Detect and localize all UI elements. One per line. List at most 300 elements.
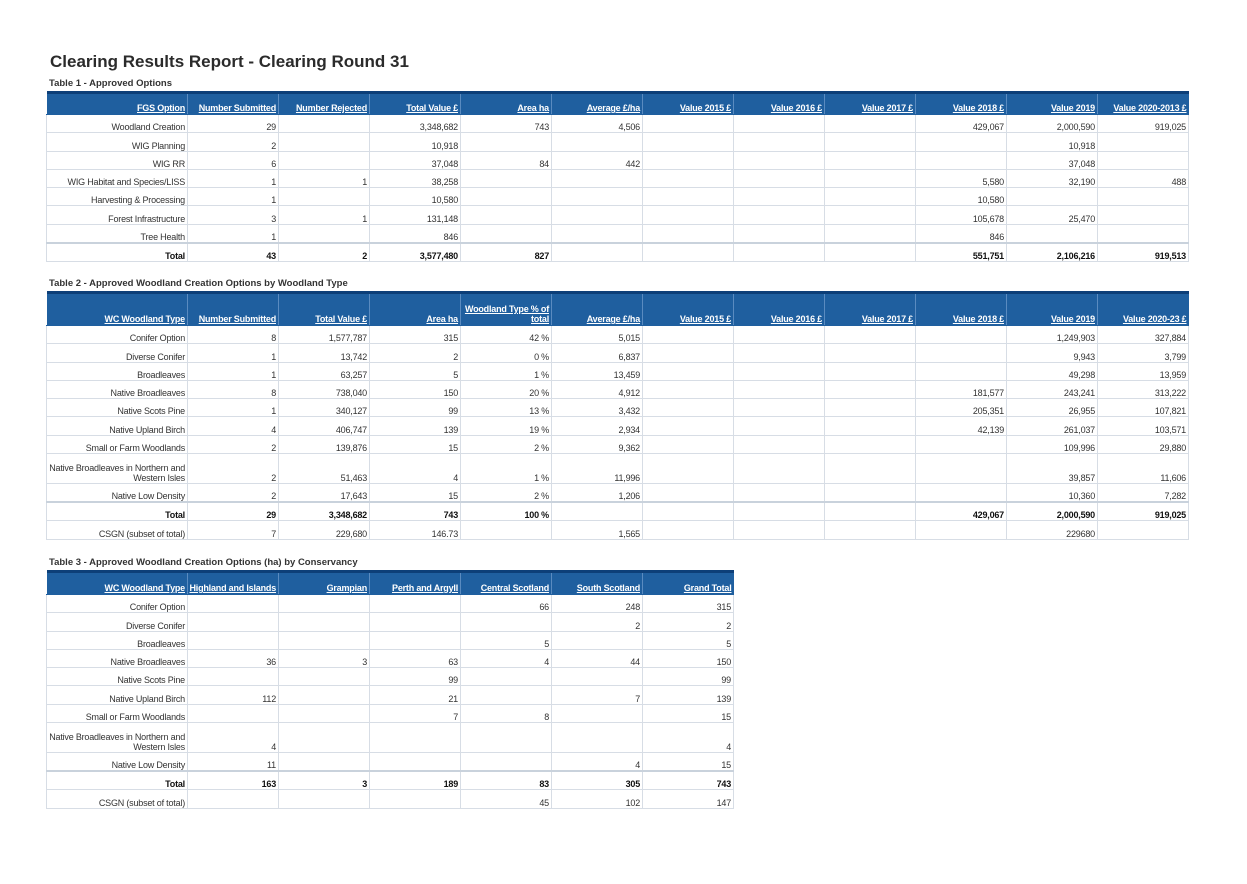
row-label: WIG Habitat and Species/LISS bbox=[47, 169, 188, 187]
cell-value-2015 bbox=[643, 502, 734, 521]
cell-grampian bbox=[279, 704, 370, 722]
row-label: Native Broadleaves bbox=[47, 649, 188, 667]
table-row bbox=[47, 613, 734, 631]
row-label: Small or Farm Woodlands bbox=[47, 704, 188, 722]
cell-woodland-type-of-total: 1 % bbox=[461, 454, 552, 484]
row-label: Native Broadleaves in Northern and Western Isles bbox=[47, 723, 188, 753]
table-row bbox=[47, 686, 734, 704]
table-row bbox=[47, 753, 734, 771]
cell-value-2019: 10,918 bbox=[1007, 133, 1098, 151]
cell-central-scotland: 66 bbox=[461, 595, 552, 613]
cell-average-ha bbox=[552, 169, 643, 187]
cell-value-2017 bbox=[825, 417, 916, 435]
cell-value-2015 bbox=[643, 243, 734, 262]
cell-number-rejected bbox=[279, 133, 370, 151]
cell-value-2018: 551,751 bbox=[916, 243, 1007, 262]
cell-central-scotland: 45 bbox=[461, 790, 552, 808]
cell-value-2019: 10,360 bbox=[1007, 484, 1098, 502]
cell-value-2016 bbox=[734, 454, 825, 484]
cell-total-value: 13,742 bbox=[279, 344, 370, 362]
row-label: Native Upland Birch bbox=[47, 417, 188, 435]
cell-south-scotland: 102 bbox=[552, 790, 643, 808]
cell-value-2017 bbox=[825, 484, 916, 502]
cell-number-rejected bbox=[279, 224, 370, 242]
cell-value-2016 bbox=[734, 502, 825, 521]
cell-value-2015 bbox=[643, 417, 734, 435]
column-header-wc-woodland-type: WC Woodland Type bbox=[47, 293, 188, 326]
cell-highland-and-islands: 11 bbox=[188, 753, 279, 771]
cell-value-2019: 25,470 bbox=[1007, 206, 1098, 224]
table-row bbox=[47, 668, 734, 686]
cell-south-scotland bbox=[552, 631, 643, 649]
cell-highland-and-islands: 36 bbox=[188, 649, 279, 667]
table-row bbox=[47, 362, 1189, 380]
cell-average-ha: 1,206 bbox=[552, 484, 643, 502]
subset-row bbox=[47, 521, 1189, 539]
cell-perth-and-argyll: 7 bbox=[370, 704, 461, 722]
row-label: Diverse Conifer bbox=[47, 344, 188, 362]
cell-value-2017 bbox=[825, 380, 916, 398]
cell-value-2017 bbox=[825, 188, 916, 206]
cell-south-scotland bbox=[552, 723, 643, 753]
column-header-value-2017: Value 2017 £ bbox=[825, 293, 916, 326]
cell-value-2016 bbox=[734, 169, 825, 187]
cell-value-2019 bbox=[1007, 224, 1098, 242]
cell-central-scotland: 8 bbox=[461, 704, 552, 722]
cell-total-value: 3,577,480 bbox=[370, 243, 461, 262]
column-header-value-2018: Value 2018 £ bbox=[916, 93, 1007, 115]
cell-grand-total: 315 bbox=[643, 595, 734, 613]
cell-area-ha: 150 bbox=[370, 380, 461, 398]
cell-grand-total: 139 bbox=[643, 686, 734, 704]
cell-perth-and-argyll bbox=[370, 595, 461, 613]
cell-average-ha: 3,432 bbox=[552, 399, 643, 417]
row-label: Native Upland Birch bbox=[47, 686, 188, 704]
column-header-number-submitted: Number Submitted bbox=[188, 93, 279, 115]
cell-highland-and-islands bbox=[188, 613, 279, 631]
cell-highland-and-islands bbox=[188, 790, 279, 808]
table-row bbox=[47, 417, 1189, 435]
cell-value-2016 bbox=[734, 243, 825, 262]
cell-value-2020-2013: 919,513 bbox=[1098, 243, 1189, 262]
table-row bbox=[47, 169, 1189, 187]
cell-value-2017 bbox=[825, 454, 916, 484]
cell-area-ha: 2 bbox=[370, 344, 461, 362]
cell-area-ha: 139 bbox=[370, 417, 461, 435]
cell-value-2015 bbox=[643, 133, 734, 151]
cell-value-2018 bbox=[916, 326, 1007, 344]
row-label: Tree Health bbox=[47, 224, 188, 242]
cell-value-2020-23: 3,799 bbox=[1098, 344, 1189, 362]
column-header-value-2017: Value 2017 £ bbox=[825, 93, 916, 115]
cell-area-ha bbox=[461, 206, 552, 224]
cell-central-scotland bbox=[461, 686, 552, 704]
cell-grampian bbox=[279, 753, 370, 771]
cell-value-2017 bbox=[825, 326, 916, 344]
cell-value-2020-23: 919,025 bbox=[1098, 502, 1189, 521]
cell-area-ha: 827 bbox=[461, 243, 552, 262]
cell-south-scotland: 44 bbox=[552, 649, 643, 667]
table-row bbox=[47, 649, 734, 667]
row-label: WIG RR bbox=[47, 151, 188, 169]
woodland-type-table bbox=[46, 291, 1189, 540]
approved-options-table bbox=[46, 91, 1189, 262]
cell-value-2020-2013: 488 bbox=[1098, 169, 1189, 187]
cell-grand-total: 147 bbox=[643, 790, 734, 808]
cell-value-2019: 26,955 bbox=[1007, 399, 1098, 417]
table-row bbox=[47, 151, 1189, 169]
header-row bbox=[47, 572, 734, 595]
row-label: Broadleaves bbox=[47, 362, 188, 380]
cell-number-submitted: 1 bbox=[188, 224, 279, 242]
row-label: Woodland Creation bbox=[47, 115, 188, 133]
cell-value-2016 bbox=[734, 151, 825, 169]
cell-grampian bbox=[279, 686, 370, 704]
cell-area-ha: 15 bbox=[370, 484, 461, 502]
conservancy-table bbox=[46, 570, 734, 809]
cell-value-2019: 229680 bbox=[1007, 521, 1098, 539]
cell-value-2016 bbox=[734, 435, 825, 453]
cell-area-ha: 99 bbox=[370, 399, 461, 417]
cell-average-ha bbox=[552, 243, 643, 262]
row-label: Native Broadleaves bbox=[47, 380, 188, 398]
cell-value-2018 bbox=[916, 362, 1007, 380]
cell-value-2018: 429,067 bbox=[916, 115, 1007, 133]
cell-average-ha: 4,506 bbox=[552, 115, 643, 133]
table-row bbox=[47, 399, 1189, 417]
cell-area-ha: 15 bbox=[370, 435, 461, 453]
cell-average-ha bbox=[552, 206, 643, 224]
column-header-central-scotland: Central Scotland bbox=[461, 572, 552, 595]
cell-value-2019: 9,943 bbox=[1007, 344, 1098, 362]
cell-value-2017 bbox=[825, 206, 916, 224]
cell-average-ha bbox=[552, 502, 643, 521]
cell-average-ha bbox=[552, 188, 643, 206]
cell-grampian: 3 bbox=[279, 649, 370, 667]
table-row bbox=[47, 344, 1189, 362]
cell-area-ha bbox=[461, 169, 552, 187]
column-header-total-value: Total Value £ bbox=[370, 93, 461, 115]
cell-central-scotland: 4 bbox=[461, 649, 552, 667]
row-label: Conifer Option bbox=[47, 595, 188, 613]
cell-value-2020-2013 bbox=[1098, 151, 1189, 169]
cell-number-submitted: 1 bbox=[188, 344, 279, 362]
cell-number-submitted: 29 bbox=[188, 115, 279, 133]
cell-number-submitted: 6 bbox=[188, 151, 279, 169]
cell-value-2015 bbox=[643, 344, 734, 362]
cell-total-value: 10,918 bbox=[370, 133, 461, 151]
cell-area-ha bbox=[461, 188, 552, 206]
cell-area-ha: 315 bbox=[370, 326, 461, 344]
column-header-average-ha: Average £/ha bbox=[552, 293, 643, 326]
cell-perth-and-argyll: 21 bbox=[370, 686, 461, 704]
cell-value-2017 bbox=[825, 362, 916, 380]
cell-perth-and-argyll bbox=[370, 613, 461, 631]
cell-perth-and-argyll bbox=[370, 753, 461, 771]
cell-value-2018: 5,580 bbox=[916, 169, 1007, 187]
cell-value-2016 bbox=[734, 380, 825, 398]
cell-number-submitted: 2 bbox=[188, 484, 279, 502]
cell-value-2018: 205,351 bbox=[916, 399, 1007, 417]
table-row bbox=[47, 631, 734, 649]
cell-value-2020-2013: 919,025 bbox=[1098, 115, 1189, 133]
table-row bbox=[47, 435, 1189, 453]
cell-average-ha: 2,934 bbox=[552, 417, 643, 435]
cell-value-2020-2013 bbox=[1098, 224, 1189, 242]
cell-number-submitted: 4 bbox=[188, 417, 279, 435]
cell-value-2018 bbox=[916, 344, 1007, 362]
cell-value-2017 bbox=[825, 399, 916, 417]
cell-value-2020-23: 107,821 bbox=[1098, 399, 1189, 417]
column-header-south-scotland: South Scotland bbox=[552, 572, 643, 595]
cell-central-scotland: 83 bbox=[461, 771, 552, 790]
cell-total-value: 738,040 bbox=[279, 380, 370, 398]
cell-total-value: 10,580 bbox=[370, 188, 461, 206]
row-label: CSGN (subset of total) bbox=[47, 790, 188, 808]
cell-grand-total: 15 bbox=[643, 704, 734, 722]
cell-grand-total: 150 bbox=[643, 649, 734, 667]
cell-perth-and-argyll bbox=[370, 723, 461, 753]
cell-total-value: 17,643 bbox=[279, 484, 370, 502]
cell-grampian bbox=[279, 723, 370, 753]
cell-value-2019: 1,249,903 bbox=[1007, 326, 1098, 344]
cell-value-2015 bbox=[643, 115, 734, 133]
cell-number-rejected: 1 bbox=[279, 206, 370, 224]
cell-number-rejected bbox=[279, 115, 370, 133]
column-header-value-2020-2013: Value 2020-2013 £ bbox=[1098, 93, 1189, 115]
cell-south-scotland: 2 bbox=[552, 613, 643, 631]
column-header-wc-woodland-type: WC Woodland Type bbox=[47, 572, 188, 595]
cell-area-ha: 743 bbox=[370, 502, 461, 521]
cell-woodland-type-of-total: 100 % bbox=[461, 502, 552, 521]
cell-value-2015 bbox=[643, 188, 734, 206]
cell-number-submitted: 8 bbox=[188, 380, 279, 398]
row-label: Native Broadleaves in Northern and Western Isles bbox=[47, 454, 188, 484]
column-header-value-2015: Value 2015 £ bbox=[643, 293, 734, 326]
row-label: Forest Infrastructure bbox=[47, 206, 188, 224]
cell-value-2019: 2,000,590 bbox=[1007, 502, 1098, 521]
cell-central-scotland bbox=[461, 613, 552, 631]
row-label: Total bbox=[47, 243, 188, 262]
cell-number-submitted: 1 bbox=[188, 169, 279, 187]
cell-value-2018: 105,678 bbox=[916, 206, 1007, 224]
cell-value-2018 bbox=[916, 484, 1007, 502]
cell-perth-and-argyll: 99 bbox=[370, 668, 461, 686]
cell-average-ha: 4,912 bbox=[552, 380, 643, 398]
cell-value-2018 bbox=[916, 454, 1007, 484]
header-row bbox=[47, 93, 1189, 115]
cell-perth-and-argyll bbox=[370, 631, 461, 649]
row-label: CSGN (subset of total) bbox=[47, 521, 188, 539]
cell-grand-total: 99 bbox=[643, 668, 734, 686]
cell-value-2016 bbox=[734, 133, 825, 151]
cell-value-2015 bbox=[643, 454, 734, 484]
table1-caption: Table 1 - Approved Options bbox=[49, 78, 172, 89]
cell-perth-and-argyll bbox=[370, 790, 461, 808]
table-row bbox=[47, 206, 1189, 224]
cell-woodland-type-of-total: 20 % bbox=[461, 380, 552, 398]
cell-total-value: 1,577,787 bbox=[279, 326, 370, 344]
cell-value-2017 bbox=[825, 169, 916, 187]
column-header-average-ha: Average £/ha bbox=[552, 93, 643, 115]
cell-number-submitted: 1 bbox=[188, 362, 279, 380]
cell-value-2019: 261,037 bbox=[1007, 417, 1098, 435]
column-header-value-2015: Value 2015 £ bbox=[643, 93, 734, 115]
cell-value-2017 bbox=[825, 243, 916, 262]
cell-area-ha: 743 bbox=[461, 115, 552, 133]
cell-value-2020-23: 11,606 bbox=[1098, 454, 1189, 484]
row-label: Native Low Density bbox=[47, 484, 188, 502]
cell-value-2020-23 bbox=[1098, 521, 1189, 539]
cell-total-value: 63,257 bbox=[279, 362, 370, 380]
cell-average-ha bbox=[552, 224, 643, 242]
cell-woodland-type-of-total bbox=[461, 521, 552, 539]
cell-average-ha: 9,362 bbox=[552, 435, 643, 453]
column-header-woodland-type-of-total: Woodland Type % of total bbox=[461, 293, 552, 326]
cell-grand-total: 5 bbox=[643, 631, 734, 649]
cell-total-value: 406,747 bbox=[279, 417, 370, 435]
cell-number-submitted: 2 bbox=[188, 435, 279, 453]
column-header-total-value: Total Value £ bbox=[279, 293, 370, 326]
cell-value-2015 bbox=[643, 326, 734, 344]
cell-south-scotland: 4 bbox=[552, 753, 643, 771]
cell-value-2020-23: 313,222 bbox=[1098, 380, 1189, 398]
cell-value-2019: 243,241 bbox=[1007, 380, 1098, 398]
cell-value-2019: 109,996 bbox=[1007, 435, 1098, 453]
cell-value-2016 bbox=[734, 115, 825, 133]
cell-woodland-type-of-total: 1 % bbox=[461, 362, 552, 380]
table-row bbox=[47, 133, 1189, 151]
cell-value-2015 bbox=[643, 484, 734, 502]
cell-total-value: 340,127 bbox=[279, 399, 370, 417]
cell-value-2020-23: 103,571 bbox=[1098, 417, 1189, 435]
cell-number-rejected bbox=[279, 188, 370, 206]
column-header-grand-total: Grand Total bbox=[643, 572, 734, 595]
cell-value-2020-2013 bbox=[1098, 188, 1189, 206]
row-label: Harvesting & Processing bbox=[47, 188, 188, 206]
cell-value-2016 bbox=[734, 484, 825, 502]
row-label: Diverse Conifer bbox=[47, 613, 188, 631]
table-row bbox=[47, 224, 1189, 242]
row-label: Native Scots Pine bbox=[47, 399, 188, 417]
row-label: Native Scots Pine bbox=[47, 668, 188, 686]
cell-number-submitted: 1 bbox=[188, 188, 279, 206]
cell-highland-and-islands: 112 bbox=[188, 686, 279, 704]
total-row bbox=[47, 771, 734, 790]
cell-average-ha: 1,565 bbox=[552, 521, 643, 539]
row-label: Small or Farm Woodlands bbox=[47, 435, 188, 453]
cell-value-2018: 429,067 bbox=[916, 502, 1007, 521]
table-row bbox=[47, 188, 1189, 206]
cell-value-2019: 37,048 bbox=[1007, 151, 1098, 169]
cell-total-value: 3,348,682 bbox=[370, 115, 461, 133]
cell-total-value: 51,463 bbox=[279, 454, 370, 484]
column-header-area-ha: Area ha bbox=[370, 293, 461, 326]
cell-value-2017 bbox=[825, 115, 916, 133]
cell-average-ha: 6,837 bbox=[552, 344, 643, 362]
report-title: Clearing Results Report - Clearing Round 31 bbox=[50, 52, 409, 71]
table-row bbox=[47, 704, 734, 722]
column-header-value-2019: Value 2019 bbox=[1007, 93, 1098, 115]
cell-total-value: 139,876 bbox=[279, 435, 370, 453]
table2-caption: Table 2 - Approved Woodland Creation Options by Woodland Type bbox=[49, 278, 348, 289]
cell-value-2018: 181,577 bbox=[916, 380, 1007, 398]
header-row bbox=[47, 293, 1189, 326]
cell-value-2016 bbox=[734, 521, 825, 539]
cell-value-2019: 49,298 bbox=[1007, 362, 1098, 380]
row-label: Total bbox=[47, 771, 188, 790]
cell-area-ha: 146.73 bbox=[370, 521, 461, 539]
cell-grand-total: 2 bbox=[643, 613, 734, 631]
cell-value-2020-23: 327,884 bbox=[1098, 326, 1189, 344]
cell-value-2018 bbox=[916, 521, 1007, 539]
cell-central-scotland: 5 bbox=[461, 631, 552, 649]
cell-highland-and-islands bbox=[188, 595, 279, 613]
cell-value-2016 bbox=[734, 224, 825, 242]
cell-area-ha bbox=[461, 133, 552, 151]
cell-average-ha: 442 bbox=[552, 151, 643, 169]
cell-value-2015 bbox=[643, 399, 734, 417]
cell-value-2019: 32,190 bbox=[1007, 169, 1098, 187]
cell-grampian bbox=[279, 790, 370, 808]
cell-woodland-type-of-total: 2 % bbox=[461, 435, 552, 453]
cell-value-2015 bbox=[643, 206, 734, 224]
column-header-fgs-option: FGS Option bbox=[47, 93, 188, 115]
cell-area-ha: 4 bbox=[370, 454, 461, 484]
cell-highland-and-islands bbox=[188, 668, 279, 686]
row-label: Native Low Density bbox=[47, 753, 188, 771]
column-header-value-2016: Value 2016 £ bbox=[734, 293, 825, 326]
cell-value-2019: 2,106,216 bbox=[1007, 243, 1098, 262]
cell-total-value: 131,148 bbox=[370, 206, 461, 224]
cell-area-ha: 5 bbox=[370, 362, 461, 380]
cell-grand-total: 743 bbox=[643, 771, 734, 790]
cell-value-2017 bbox=[825, 151, 916, 169]
cell-grampian bbox=[279, 631, 370, 649]
cell-value-2018: 10,580 bbox=[916, 188, 1007, 206]
cell-value-2019: 2,000,590 bbox=[1007, 115, 1098, 133]
cell-south-scotland bbox=[552, 704, 643, 722]
table3-caption: Table 3 - Approved Woodland Creation Options (ha) by Conservancy bbox=[49, 557, 358, 568]
subset-row bbox=[47, 790, 734, 808]
cell-central-scotland bbox=[461, 723, 552, 753]
cell-value-2016 bbox=[734, 326, 825, 344]
total-row bbox=[47, 243, 1189, 262]
total-row bbox=[47, 502, 1189, 521]
cell-value-2020-2013 bbox=[1098, 206, 1189, 224]
row-label: Conifer Option bbox=[47, 326, 188, 344]
row-label: Broadleaves bbox=[47, 631, 188, 649]
cell-number-rejected: 1 bbox=[279, 169, 370, 187]
cell-central-scotland bbox=[461, 668, 552, 686]
cell-value-2016 bbox=[734, 399, 825, 417]
column-header-value-2019: Value 2019 bbox=[1007, 293, 1098, 326]
cell-value-2020-2013 bbox=[1098, 133, 1189, 151]
cell-value-2020-23: 29,880 bbox=[1098, 435, 1189, 453]
cell-value-2016 bbox=[734, 344, 825, 362]
cell-highland-and-islands: 4 bbox=[188, 723, 279, 753]
cell-total-value: 38,258 bbox=[370, 169, 461, 187]
cell-area-ha: 84 bbox=[461, 151, 552, 169]
cell-value-2015 bbox=[643, 521, 734, 539]
cell-value-2017 bbox=[825, 133, 916, 151]
cell-total-value: 846 bbox=[370, 224, 461, 242]
column-header-number-rejected: Number Rejected bbox=[279, 93, 370, 115]
cell-value-2015 bbox=[643, 435, 734, 453]
cell-woodland-type-of-total: 19 % bbox=[461, 417, 552, 435]
cell-grand-total: 4 bbox=[643, 723, 734, 753]
cell-value-2019: 39,857 bbox=[1007, 454, 1098, 484]
